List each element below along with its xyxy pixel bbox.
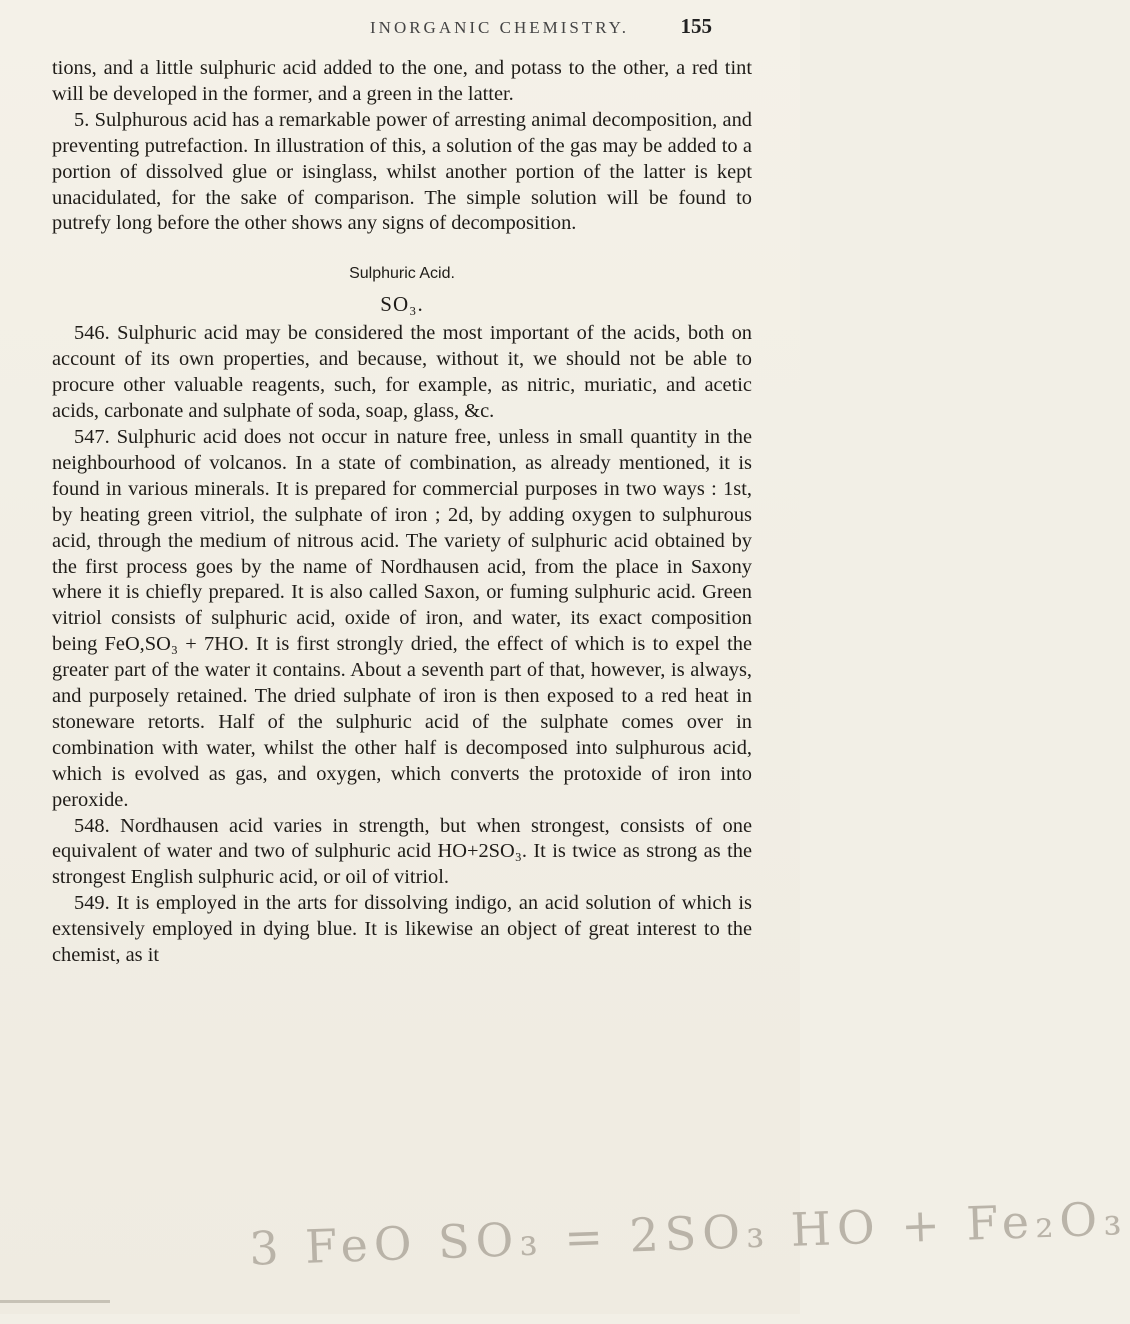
running-head <box>140 14 740 44</box>
page-number: 155 <box>680 14 712 38</box>
section-heading: Sulphuric Acid. <box>349 265 455 283</box>
running-title: INORGANIC CHEMISTRY. <box>370 18 629 37</box>
section-formula: SO₃. <box>380 292 424 317</box>
paragraph-continuation: tions, and a little sulphuric acid added to the one, and potass to the other, a red tint will be developed in the former, and a green in the latter. <box>52 57 752 105</box>
paragraph-549: 549. It is employed in the arts for dissolving indigo, an acid solution of which is extensively employed in dying blue. It is likewise an object of great interest to the chemist, as it <box>52 892 752 967</box>
handwritten-annotation: 3 FeO SO₃ = 2SO₃ HO + Fe₂O₃ <box>248 1191 1129 1276</box>
paragraph-546: 546. Sulphuric acid may be considered the most important of the acids, both on account of its own properties, and because, without it, we should not be able to procure other valuable reagents, such, for example, as nitric, muriatic, and acetic acids, carbonate and sulphate of soda, soap, glass, &c. <box>52 322 752 423</box>
paragraph-548: 548. Nordhausen acid varies in strength, but when strongest, consists of one equivalent of water and two of sulphuric acid HO+2SO₃. It is twice as strong as the strongest English sulphuric acid, or oil of vitriol. <box>52 814 752 889</box>
body-text <box>52 56 752 969</box>
margin-mark <box>0 1300 110 1303</box>
paragraph-547: 547. Sulphuric acid does not occur in nature free, unless in small quantity in the neighbourhood of volcanos. In a state of combination, as already mentioned, it is found in various minerals. It is prepared for commercial purposes in two ways : 1st, by heating green vitriol, the sulphate of iron ; 2d, by adding oxygen to sulphurous acid, through the medium of nitrous acid. The variety of sulphuric acid obtained by the first process goes by the name of Nordhausen acid, from the place in Saxony where it is chiefly prepared. It is also called Saxon, or fuming sulphuric acid. Green vitriol consists of sulphuric acid, oxide of iron, and water, its exact composition being FeO,SO₃ + 7HO. It is first strongly dried, the effect of which is to expel the greater part of the water it contains. About a seventh part of that, however, is always, and purposely retained. The dried sulphate of iron is then exposed to a red heat in stoneware retorts. Half of the sulphuric acid of the sulphate comes over in combination with water, whilst the other half is decomposed into sulphurous acid, which is evolved as gas, and oxygen, which converts the protoxide of iron into peroxide. <box>52 425 752 811</box>
paragraph-5: 5. Sulphurous acid has a remarkable power of arresting animal decomposition, and preventing putrefaction. In illustration of this, a solution of the gas may be added to a portion of dissolved glue or isinglass, whilst another portion of the latter is kept unacidulated, for the sake of comparison. The simple solution will be found to putrefy long before the other shows any signs of decomposition. <box>52 108 752 235</box>
